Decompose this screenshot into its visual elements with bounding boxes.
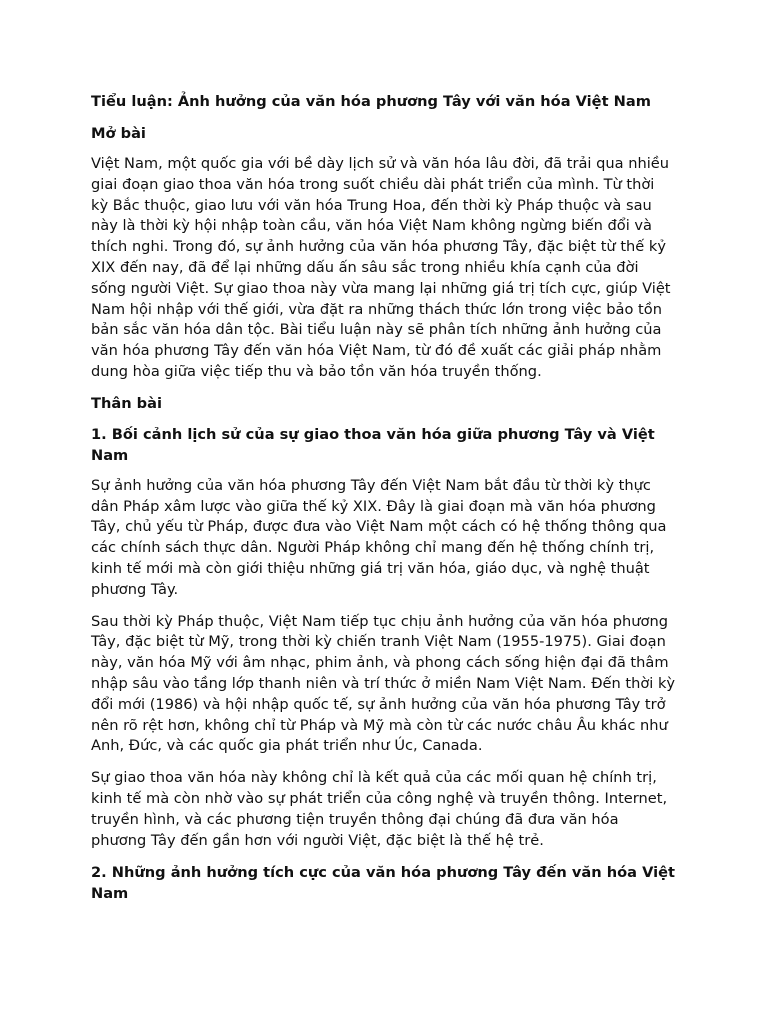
section-1-paragraph-3: Sự giao thoa văn hóa này không chỉ là kết quả của các mối quan hệ chính trị, kinh tế mà còn nhờ vào sự phát triển của công nghệ và truyền thông. Internet, truyền hình, và các phương tiện truyền thông đại chúng đã đưa văn hóa phương Tây đến gần hơn với người Việt, đặc biệt là thế hệ trẻ. bbox=[91, 769, 668, 849]
document-title: Tiểu luận: Ảnh hưởng của văn hóa phương Tây với văn hóa Việt Nam bbox=[91, 93, 651, 110]
section-1-paragraph-1: Sự ảnh hưởng của văn hóa phương Tây đến Việt Nam bắt đầu từ thời kỳ thực dân Pháp xâm lược vào giữa thế kỷ XIX. Đây là giai đoạn mà văn hóa phương Tây, chủ yếu từ Pháp, được đưa vào Việt Nam một cách có hệ thống thông qua các chính sách thực dân. Người Pháp không chỉ mang đến hệ thống chính trị, kinh tế mới mà còn giới thiệu những giá trị văn hóa, giáo dục, và nghệ thuật phương Tây. bbox=[91, 476, 667, 598]
body-heading: Thân bài bbox=[91, 394, 162, 412]
section-1-paragraph-2: Sau thời kỳ Pháp thuộc, Việt Nam tiếp tục chịu ảnh hưởng của văn hóa phương Tây, đặc biệt từ Mỹ, trong thời kỳ chiến tranh Việt Nam (1955-1975). Giai đoạn này, văn hóa Mỹ với âm nhạc, phim ảnh, và phong cách sống hiện đại đã thâm nhập sâu vào tầng lớp thanh niên và trí thức ở miền Nam Việt Nam. Đến thời kỳ đổi mới (1986) và hội nhập quốc tế, sự ảnh hưởng của văn hóa phương Tây trở nên rõ rệt hơn, không chỉ từ Pháp và Mỹ mà còn từ các nước châu Âu khác như Anh, Đức, và các quốc gia phát triển như Úc, Canada. bbox=[91, 612, 676, 755]
intro-paragraph: Việt Nam, một quốc gia với bề dày lịch sử và văn hóa lâu đời, đã trải qua nhiều giai đoạn giao thoa văn hóa trong suốt chiều dài phát triển của mình. Từ thời kỳ Bắc thuộc, giao lưu với văn hóa Trung Hoa, đến thời kỳ Pháp thuộc và sau này là thời kỳ hội nhập toàn cầu, văn hóa Việt Nam không ngừng biến đổi và thích nghi. Trong đó, sự ảnh hưởng của văn hóa phương Tây, đặc biệt từ thế kỷ XIX đến nay, đã để lại những dấu ấn sâu sắc trong nhiều khía cạnh của đời sống người Việt. Sự giao thoa này vừa mang lại những giá trị tích cực, giúp Việt Nam hội nhập với thế giới, vừa đặt ra những thách thức lớn trong việc bảo tồn bản sắc văn hóa dân tộc. Bài tiểu luận này sẽ phân tích những ảnh hưởng của văn hóa phương Tây đến văn hóa Việt Nam, từ đó đề xuất các giải pháp nhằm dung hòa giữa việc tiếp thu và bảo tồn văn hóa truyền thống. bbox=[91, 155, 671, 380]
section-2-heading: 2. Những ảnh hưởng tích cực của văn hóa phương Tây đến văn hóa Việt Nam bbox=[91, 864, 675, 903]
intro-heading: Mở bài bbox=[91, 125, 146, 142]
section-1-heading: 1. Bối cảnh lịch sử của sự giao thoa văn hóa giữa phương Tây và Việt Nam bbox=[91, 425, 655, 464]
